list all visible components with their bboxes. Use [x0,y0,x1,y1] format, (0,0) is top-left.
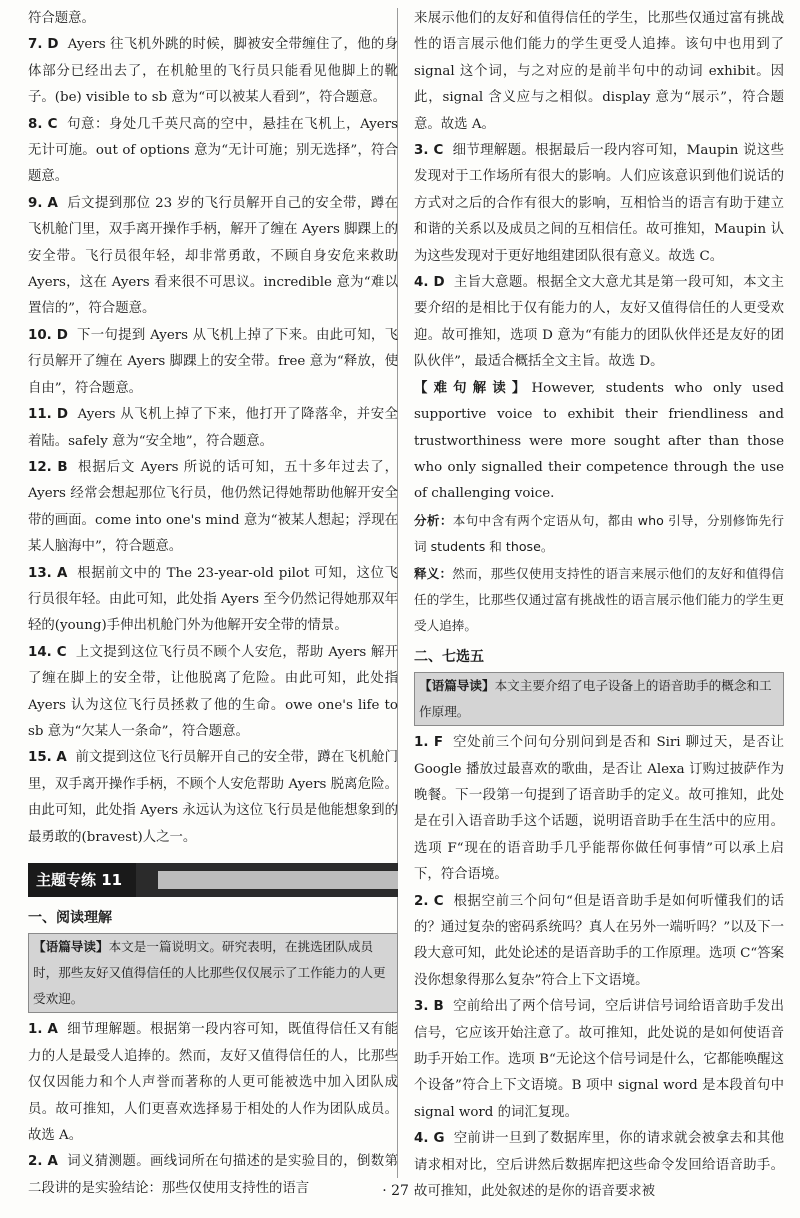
passage-guide-box [28,933,398,1013]
answer-item: 2. C 根据空前三个问句“但是语音助手是如何听懂我们的话的？通过复杂的密码系统吗？真人在另外一端听吗？”以及下一段大意可知，此处论述的是语音助手的工作原理。选项 C“答案没你想象得那么复杂”符合上下文语境。 [414,893,784,988]
answer-item: 1. A 细节理解题。根据第一段内容可知，既值得信任又有能力的人是最受人追捧的。然而，友好又值得信任的人，比那些仅仅因能力和个人声誉而著称的人更可能被选中加入团队成员。故可推知，人们更喜欢选择易于相处的人作为团队成员。故选 A。 [28,1022,399,1144]
topic-title: 主题专练 11 [28,863,136,897]
translation [414,561,784,640]
answer-item: 11. D Ayers 从飞机上掉了下来，他打开了降落伞，并安全着陆。safely 意为“安全地”，符合题意。 [28,407,398,449]
translation-text: 然而，那些仅使用支持性的语言来展示他们的友好和值得信任的学生，比那些仅通过富有挑战性的语言展示他们能力的学生更受人追捧。 [414,565,785,634]
page-number: · 27 · [382,1183,418,1199]
analysis [414,508,784,561]
continuation-text: 来展示他们的友好和值得信任的学生，比那些仅通过富有挑战性的语言展示他们能力的学生更受人追捧。该句中也用到了 signal 这个词，与之对应的是前半句中的动词 exhibit。因此，signal 含义应与之相似。display 意为“展示”，符合题意。故选 A。 [414,11,784,132]
analysis-text: 本句中含有两个定语从句，都由 who 引导，分别修饰先行词 students 和 those。 [414,512,784,555]
left-column [28,6,398,1202]
answer-item: 8. C 句意：身处几千英尺高的空中，悬挂在飞机上，Ayers 无计可施。out of options 意为“无计可施；别无选择”，符合题意。 [28,116,398,185]
guide-label: 【语篇导读】 [33,939,109,955]
answer-list-cloze [28,32,398,851]
answer-list-reading-cont [414,138,784,376]
hard-sentence [414,376,784,508]
right-column [414,6,784,1205]
answer-item: 14. C 上文提到这位飞行员不顾个人安危，帮助 Ayers 解开了缠在脚上的安全带，让他脱离了危险。由此可知，此处指 Ayers 认为这位飞行员拯救了他的生命。owe one's life to sb 意为“欠某人一条命”，符合题意。 [28,644,399,739]
answer-list-reading [28,1017,398,1202]
answer-item: 3. C 细节理解题。根据最后一段内容可知，Maupin 说这些发现对于工作场所有很大的影响。人们应该意识到他们说话的方式对之后的合作有很大的影响，互相恰当的语言有助于建立和谐的关系以及成员之间的互相信任。故可推知，Maupin 认为这些发现对于更好地组建团队很有意义。故选 C。 [414,143,784,264]
answer-item: 9. A 后文提到那位 23 岁的飞行员解开自己的安全带，蹲在飞机舱门里，双手离开操作手柄，解开了缠在 Ayers 脚踝上的安全带。飞行员很年轻，却非常勇敢，不顾自身安危来救助 Ayers，这在 Ayers 看来很不可思议。incredible 意为“难以置信的”，符合题意。 [28,195,398,317]
guide-text: 本文主要介绍了电子设备上的语音助手的概念和工作原理。 [419,678,772,720]
topic-banner [28,863,398,897]
answer-item: 7. D Ayers 往飞机外跳的时候，脚被安全带缠住了，他的身体部分已经出去了，在机舱里的飞行员只能看见他脚上的靴子。(be) visible to sb 意为“可以被某人看到”，符合题意。 [28,37,398,106]
answer-item: 10. D 下一句提到 Ayers 从飞机上掉了下来。由此可知，飞行员解开了缠在 Ayers 脚踝上的安全带。free 意为“释放，使自由”，符合题意。 [28,327,399,396]
section-heading-seven-five: 二、七选五 [414,648,484,665]
guide-label: 【语篇导读】 [419,678,495,694]
answer-item: 1. F 空处前三个问句分别问到是否和 Siri 聊过天，是否让 Google 播放过最喜欢的歌曲，是否让 Alexa 订购过披萨作为晚餐。下一段第一句提到了语音助手的定义。故可推知，此处是在引入语音助手这个话题，说明语音助手在生活中的应用。选项 F“现在的语音助手几乎能帮你做任何事情”可以承上启下，符合语境。 [414,735,785,883]
answer-item: 15. A 前文提到这位飞行员解开自己的安全带，蹲在飞机舱门里，双手离开操作手柄，不顾个人安危帮助 Ayers 脱离危险。由此可知，此处指 Ayers 永远认为这位飞行员是他能想象到的最勇敢的(bravest)人之一。 [28,750,399,845]
translation-label: 释义： [414,565,453,581]
passage-guide-box [414,672,784,726]
analysis-label: 分析： [414,512,453,528]
answer-item: 3. B 空前给出了两个信号词，空后讲信号词给语音助手发出信号，它应该开始注意了。故可推知，此处说的是如何使语音助手开始工作。选项 B“无论这个信号词是什么，它都能唤醒这个设备”符合上下文语境。B 项中 signal word 是本段首句中 signal word 的词汇复现。 [414,999,785,1120]
section-heading-reading: 一、阅读理解 [28,910,112,926]
intro-line: 符合题意。 [28,11,95,26]
answer-item: 4. G 空前讲一旦到了数据库里，你的请求就会被拿去和其他请求相对比，空后讲然后数据库把这些命令发回给语音助手。故可推知，此处叙述的是你的语音要求被 [414,1131,785,1200]
hard-sentence-label: 【难句解读】 [414,380,532,396]
answer-item: 2. A 词义猜测题。画线词所在句描述的是实验目的，倒数第二段讲的是实验结论：那些仅使用支持性的语言 [28,1154,399,1196]
answer-item: 12. B 根据后文 Ayers 所说的话可知，五十多年过去了，Ayers 经常会想起那位飞行员，他仍然记得她帮助他解开安全带的画面。come into one's mind 意为“被某人想起；浮现在某人脑海中”，符合题意。 [28,459,399,555]
banner-stripe [158,871,398,889]
guide-text: 本文是一篇说明文。研究表明，在挑选团队成员时，那些友好又值得信任的人比那些仅仅展示了工作能力的人更受欢迎。 [33,939,386,1007]
answer-list-seven-five [414,730,784,1205]
answer-item: 13. A 根据前文中的 The 23-year-old pilot 可知，这位飞行员很年轻。由此可知，此处指 Ayers 至今仍然记得她那双年轻的(young)手伸出机舱门外为他解开安全带的情景。 [28,565,398,634]
hard-sentence-text: However, students who only used supportive voice to exhibit their friendliness and trustworthiness were more sought after than those who only signalled their competence through the use of challenging voice. [414,380,784,502]
answer-item: 4. D 主旨大意题。根据全文大意尤其是第一段可知，本文主要介绍的是相比于仅有能力的人，友好又值得信任的人更受欢迎。故可推知，选项 D 意为“有能力的团队伙伴还是友好的团队伙伴”，最适合概括全文主旨。故选 D。 [414,275,785,370]
